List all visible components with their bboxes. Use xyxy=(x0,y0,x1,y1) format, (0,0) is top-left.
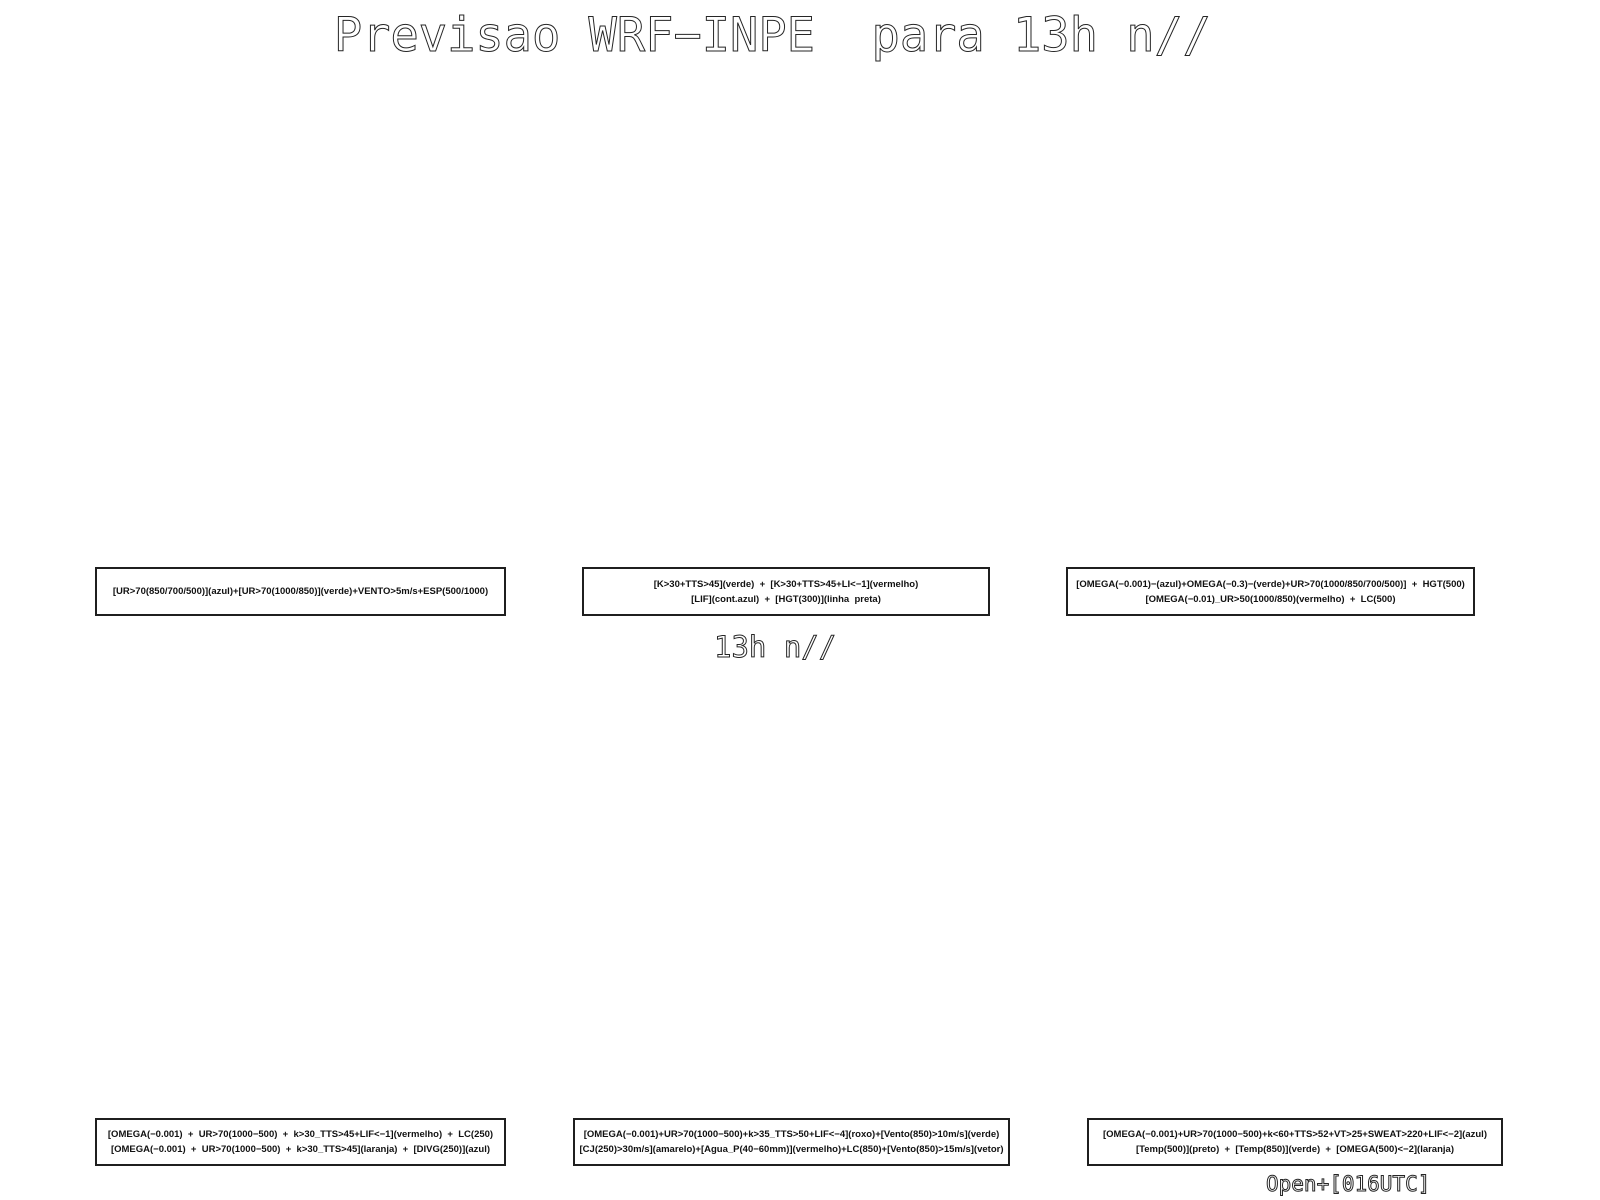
legend-text-line: [LIF](cont.azul) + [HGT(300)](linha preta) xyxy=(691,593,881,605)
legend-text-line: [OMEGA(−0.001) + UR>70(1000−500) + k>30_TTS>45](laranja) + [DIVG(250)](azul) xyxy=(110,1144,491,1155)
legend-text-line: [UR>70(850/700/500)](azul)+[UR>70(1000/850)](verde)+VENTO>5m/s+ESP(500/1000) xyxy=(112,586,489,597)
legend-text-line: [OMEGA(−0.001)−(azul)+OMEGA(−0.3)−(verde)+UR>70(1000/850/700/500)] + HGT(500) xyxy=(1076,578,1465,590)
legend-box-bottom-left xyxy=(95,1118,506,1166)
page-title: Previsao WRF−INPE para 13h n// xyxy=(333,8,1212,63)
legend-text-line: [Temp(500)](preto) + [Temp(850)](verde) + [OMEGA(500)<−2](laranja) xyxy=(1136,1144,1454,1155)
legend-box-top-left xyxy=(95,567,506,616)
forecast-time-label: 13h n// xyxy=(714,630,837,664)
legend-text-line: [OMEGA(−0.001)+UR>70(1000−500)+k>35_TTS>50+LIF<−4](roxo)+[Vento(850)>10m/s](verde) xyxy=(583,1129,1000,1140)
legend-text-line: [OMEGA(−0.01)_UR>50(1000/850)(vermelho) + LC(500) xyxy=(1145,593,1396,605)
legend-box-top-center xyxy=(582,567,990,616)
legend-box-bottom-right xyxy=(1087,1118,1503,1166)
legend-box-top-right xyxy=(1066,567,1475,616)
legend-box-bottom-center xyxy=(573,1118,1010,1166)
legend-text-line: [K>30+TTS>45](verde) + [K>30+TTS>45+LI<−1](vermelho) xyxy=(653,578,919,590)
legend-text-line: [OMEGA(−0.001) + UR>70(1000−500) + k>30_TTS>45+LIF<−1](vermelho) + LC(250) xyxy=(107,1129,494,1140)
forecast-run-footer-label: Open+[016UTC] xyxy=(1266,1172,1431,1196)
legend-text-line: [OMEGA(−0.001)+UR>70(1000−500)+k<60+TTS>52+VT>25+SWEAT>220+LIF<−2](azul) xyxy=(1103,1129,1487,1140)
legend-text-line: [CJ(250)>30m/s](amarelo)+[Agua_P(40−60mm)](vermelho)+LC(850)+[Vento(850)>15m/s](vetor) xyxy=(579,1144,1004,1155)
